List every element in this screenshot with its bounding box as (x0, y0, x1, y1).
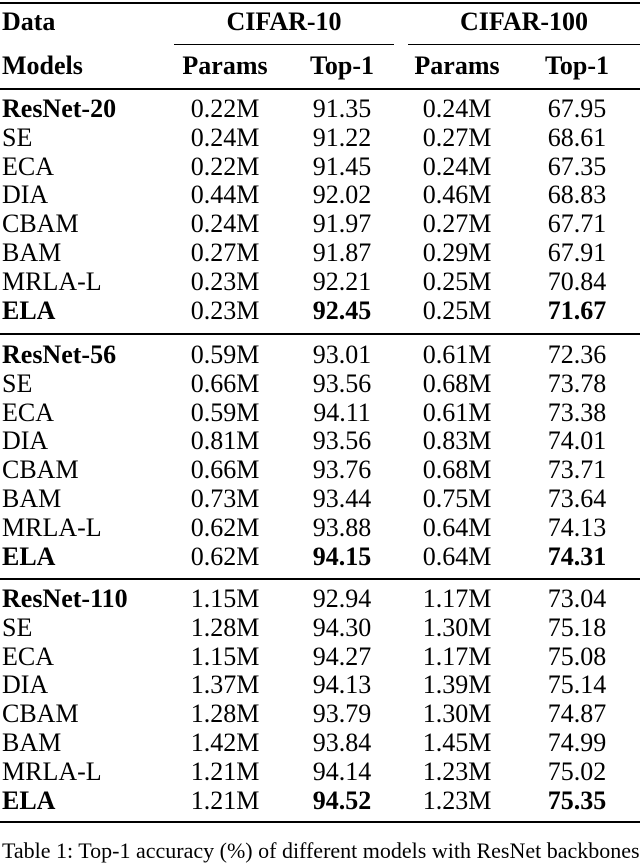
cifar10-top1: 94.11 (313, 397, 371, 427)
cifar100-params: 0.61M (422, 340, 492, 369)
cifar10-top1: 93.01 (312, 340, 372, 369)
header-params-cifar100: Params (414, 51, 500, 80)
cifar10-top1: 93.44 (312, 484, 372, 513)
cifar10-top1: 93.88 (312, 512, 372, 542)
model-name: ELA (2, 785, 56, 815)
cifar10-params: 1.15M (190, 641, 260, 671)
cifar10-params: 0.22M (190, 151, 260, 181)
cifar100-top1: 74.87 (547, 699, 607, 729)
model-name: DIA (2, 426, 49, 456)
cifar100-top1: 75.35 (547, 785, 607, 815)
cifar100-params: 0.27M (422, 122, 492, 152)
cifar100-params: 0.27M (422, 209, 492, 239)
model-name: ResNet-110 (2, 584, 128, 613)
table-rule (0, 578, 640, 580)
cifar10-params: 0.24M (190, 209, 260, 239)
cifar10-top1: 93.79 (312, 699, 372, 729)
header-top1-cifar10: Top-1 (309, 51, 375, 80)
table-caption: Table 1: Top-1 accuracy (%) of different models with ResNet backbones (2, 838, 640, 863)
cifar10-top1: 94.52 (312, 785, 372, 815)
model-name: BAM (2, 484, 62, 513)
cifar10-top1: 93.84 (312, 728, 372, 757)
cifar10-top1: 92.21 (312, 266, 372, 296)
model-name: MRLA-L (2, 756, 102, 786)
model-name: DIA (2, 670, 49, 700)
cifar10-params: 1.37M (190, 670, 260, 700)
cifar10-params: 0.22M (190, 94, 260, 123)
cifar10-params: 0.24M (190, 122, 260, 152)
cifar100-params: 0.83M (422, 426, 492, 456)
cifar100-params: 0.64M (422, 541, 492, 571)
cifar100-params: 0.24M (422, 151, 492, 181)
cifar100-top1: 73.04 (547, 584, 607, 613)
cifar10-top1: 93.56 (312, 368, 372, 398)
model-name: SE (2, 122, 33, 152)
cifar100-params: 0.25M (422, 295, 492, 325)
cifar100-top1: 73.64 (547, 484, 607, 513)
cifar100-params: 1.17M (422, 584, 492, 613)
cifar10-params: 1.21M (190, 785, 260, 815)
cifar100-top1: 73.38 (547, 397, 607, 427)
cifar10-top1: 91.35 (312, 94, 372, 123)
cifar100-top1: 67.71 (547, 209, 607, 239)
cifar100-params: 0.75M (422, 484, 492, 513)
model-name: ResNet-20 (2, 94, 117, 123)
cifar10-top1: 91.45 (312, 151, 372, 181)
header-subrule-cifar100 (408, 44, 640, 45)
cifar100-params: 0.29M (422, 238, 492, 267)
cifar10-params: 1.42M (190, 728, 260, 757)
cifar10-params: 0.73M (190, 484, 260, 513)
cifar100-params: 1.17M (422, 641, 492, 671)
cifar10-top1: 91.22 (312, 122, 372, 152)
cifar10-params: 0.81M (190, 426, 260, 456)
cifar100-params: 0.46M (422, 180, 492, 210)
cifar100-params: 1.30M (422, 699, 492, 729)
cifar10-top1: 91.97 (312, 209, 372, 239)
header-dataset-cifar10: CIFAR-10 (226, 7, 342, 36)
cifar10-top1: 94.27 (312, 641, 372, 671)
cifar100-params: 0.24M (422, 94, 492, 123)
header-models-label: Models (2, 51, 83, 80)
model-name: MRLA-L (2, 266, 102, 296)
model-name: CBAM (2, 699, 79, 729)
cifar10-top1: 93.76 (312, 455, 372, 485)
cifar10-params: 1.28M (190, 612, 260, 642)
cifar10-params: 0.62M (190, 541, 260, 571)
cifar100-top1: 73.71 (547, 455, 607, 485)
cifar100-top1: 67.95 (547, 94, 607, 123)
cifar100-top1: 73.78 (547, 368, 607, 398)
cifar100-params: 0.68M (422, 455, 492, 485)
cifar10-top1: 92.45 (312, 295, 372, 325)
header-subrule-cifar10 (174, 44, 394, 45)
cifar10-params: 0.59M (190, 397, 260, 427)
cifar10-top1: 94.30 (312, 612, 372, 642)
model-name: ELA (2, 295, 56, 325)
cifar100-top1: 67.35 (547, 151, 607, 181)
cifar10-params: 0.66M (190, 368, 260, 398)
cifar100-params: 1.39M (422, 670, 492, 700)
cifar10-top1: 94.14 (312, 756, 372, 786)
model-name: CBAM (2, 455, 79, 485)
cifar100-top1: 74.13 (547, 512, 607, 542)
cifar10-params: 0.62M (190, 512, 260, 542)
model-name: ELA (2, 541, 56, 571)
model-name: SE (2, 368, 33, 398)
cifar10-top1: 93.56 (312, 426, 372, 456)
header-dataset-cifar100: CIFAR-100 (459, 7, 589, 36)
cifar10-params: 1.28M (190, 699, 260, 729)
cifar10-params: 0.23M (190, 295, 260, 325)
cifar10-params: 1.21M (190, 756, 260, 786)
cifar100-params: 1.45M (422, 728, 492, 757)
cifar100-top1: 74.01 (547, 426, 607, 456)
cifar100-params: 0.68M (422, 368, 492, 398)
model-name: DIA (2, 180, 49, 210)
cifar100-top1: 75.14 (547, 670, 607, 700)
cifar100-params: 0.61M (422, 397, 492, 427)
cifar100-top1: 75.02 (547, 756, 607, 786)
cifar100-params: 1.23M (422, 756, 492, 786)
cifar100-top1: 71.67 (547, 295, 607, 325)
model-name: ECA (2, 151, 54, 181)
table-rule (0, 333, 640, 335)
cifar10-top1: 94.13 (312, 670, 372, 700)
cifar10-params: 0.27M (190, 238, 260, 267)
cifar100-top1: 68.61 (547, 122, 607, 152)
header-data-label: Data (2, 7, 56, 36)
cifar100-params: 1.30M (422, 612, 492, 642)
header-top1-cifar100: Top-1 (544, 51, 610, 80)
cifar100-top1: 74.31 (547, 541, 607, 571)
model-name: BAM (2, 238, 62, 267)
cifar100-params: 1.23M (422, 785, 492, 815)
cifar100-top1: 74.99 (547, 728, 607, 757)
table-rule (0, 88, 640, 90)
model-name: ECA (2, 641, 54, 671)
cifar10-params: 0.23M (190, 266, 260, 296)
cifar100-top1: 68.83 (547, 180, 607, 210)
cifar100-params: 0.25M (422, 266, 492, 296)
cifar100-top1: 70.84 (547, 266, 607, 296)
cifar100-top1: 75.08 (547, 641, 607, 671)
model-name: MRLA-L (2, 512, 102, 542)
table-rule (0, 821, 640, 823)
header-params-cifar10: Params (182, 51, 268, 80)
model-name: SE (2, 612, 33, 642)
cifar100-top1: 67.91 (547, 238, 607, 267)
model-name: BAM (2, 728, 62, 757)
cifar100-top1: 75.18 (547, 612, 607, 642)
cifar10-top1: 92.94 (312, 584, 372, 613)
cifar10-params: 0.66M (190, 455, 260, 485)
cifar10-params: 1.15M (190, 584, 260, 613)
cifar10-params: 0.44M (190, 180, 260, 210)
cifar100-params: 0.64M (422, 512, 492, 542)
cifar100-top1: 72.36 (547, 340, 607, 369)
model-name: ResNet-56 (2, 340, 117, 369)
cifar10-top1: 91.87 (312, 238, 372, 267)
cifar10-top1: 94.15 (312, 541, 372, 571)
table-rule (0, 2, 640, 4)
model-name: CBAM (2, 209, 79, 239)
model-name: ECA (2, 397, 54, 427)
cifar10-params: 0.59M (190, 340, 260, 369)
cifar10-top1: 92.02 (312, 180, 372, 210)
